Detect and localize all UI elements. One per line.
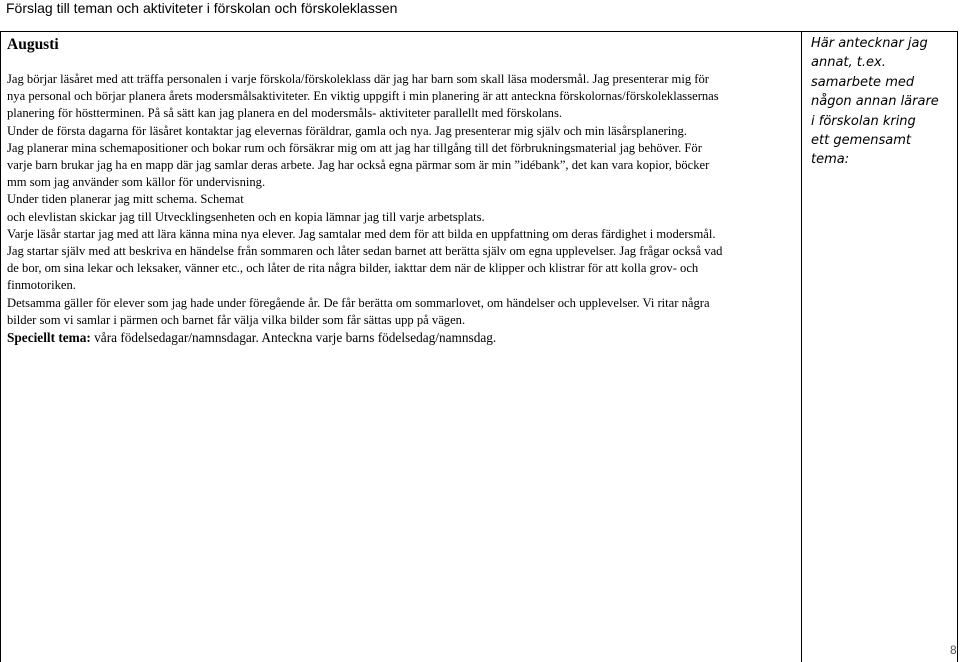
description-line: bilder som vi samlar i pärmen och barnet får välja vilka bilder som får sättas upp på vägen.	[7, 312, 466, 327]
description-line: och elevlistan skickar jag till Utvecklingsenheten och en kopia lämnar jag till varje arbetsplats.	[7, 209, 485, 224]
month-heading: Augusti	[7, 36, 59, 53]
month-description	[7, 71, 799, 329]
description-line: mm som jag använder som källor för undervisning.	[7, 175, 266, 190]
notes-line: samarbete med	[811, 74, 915, 90]
description-line: Detsamma gäller för elever som jag hade under föregående år. De får berätta om sommarlovet, om händelser och upplevelser. Vi ritar några	[7, 295, 710, 310]
special-theme-label: Speciellt tema:	[7, 330, 91, 345]
description-line: Under de första dagarna för läsåret kontaktar jag elevernas föräldrar, gamla och nya. Jag presenterar mig själv och min läsårsplanering.	[7, 123, 687, 138]
description-line: Jag börjar läsåret med att träffa personalen i varje förskola/förskoleklass där jag har barn som skall läsa modersmål. Jag presenterar mig för	[7, 72, 709, 86]
description-line: Under tiden planerar jag mitt schema. Schemat	[7, 192, 244, 207]
description-line: planering för höstterminen. På så sätt kan jag planera en del modersmåls- aktiviteter parallellt med förskolans.	[7, 106, 562, 121]
special-theme	[7, 329, 496, 347]
description-line: Varje läsår startar jag med att lära känna mina nya elever. Jag samtalar med dem för att bilda en uppfattning om deras färdighet i modersmål.	[7, 226, 716, 241]
notes-line: Här antecknar jag	[811, 36, 928, 51]
activity-table	[0, 31, 958, 662]
notes-line: i förskolan kring	[811, 113, 916, 129]
description-line: de bor, om sina lekar och leksaker, vänner etc., och låter de rita några bilder, iakttar dem när de klipper och klistrar för att kolla grov- och	[7, 261, 699, 276]
description-line: varje barn brukar jag ha en mapp där jag samlar deras arbete. Jag har också egna pärmar som är min ”idébank”, det kan vara kopior, böcker	[7, 158, 710, 173]
description-line: finmotoriken.	[7, 278, 76, 293]
notes-column	[802, 32, 957, 662]
notes-line: tema:	[811, 152, 850, 168]
description-line: Jag planerar mina schemapositioner och bokar rum och försäkrar mig om att jag har tillgång till det förbrukningsmaterial jag behöver. För	[7, 140, 702, 155]
main-column	[1, 32, 802, 662]
special-theme-text: våra födelsedagar/namnsdagar. Anteckna varje barns födelsedag/namnsdag.	[90, 330, 497, 345]
notes-line: någon annan lärare	[811, 94, 939, 110]
notes-text	[811, 34, 959, 170]
description-line: nya personal och börjar planera årets modersmålsaktiviteter. En viktig uppgift i min planering är att anteckna förskolornas/förskoleklassernas	[7, 89, 719, 104]
notes-line: ett gemensamt	[811, 133, 911, 149]
notes-line: annat, t.ex.	[811, 55, 886, 71]
document-title: Förslag till teman och aktiviteter i förskolan och förskoleklassen	[6, 0, 398, 16]
description-line: Jag startar själv med att beskriva en händelse från sommaren och låter sedan barnet att berätta själv om egna upplevelser. Jag frågar också vad	[7, 244, 723, 259]
page-number: 8	[950, 643, 957, 657]
